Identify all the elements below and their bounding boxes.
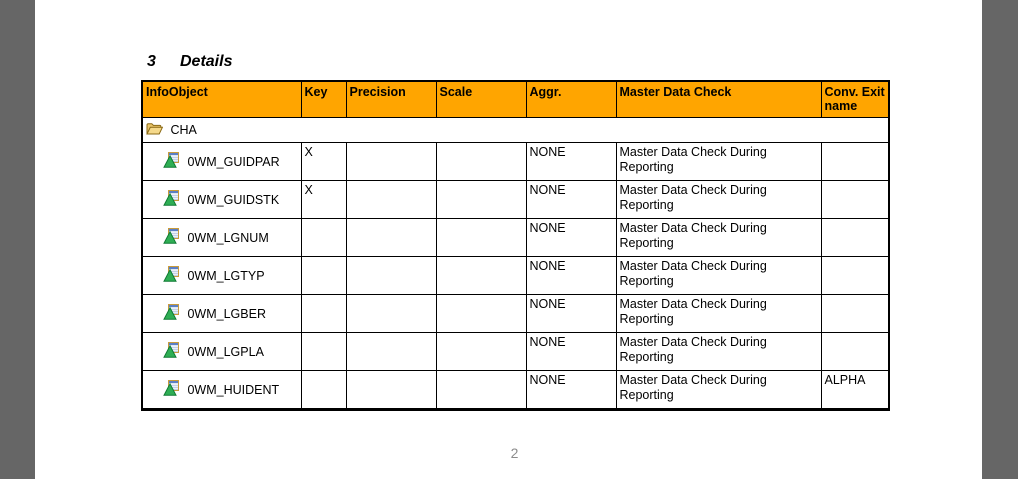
cell-master-data-check: Master Data Check During Reporting [616, 333, 821, 371]
group-label: CHA [170, 123, 197, 137]
cell-aggr: NONE [526, 257, 616, 295]
cell-conv-exit-name [821, 181, 889, 219]
table-row [142, 333, 889, 371]
characteristic-icon [163, 342, 179, 362]
cell-key [301, 219, 346, 257]
cell-scale [436, 257, 526, 295]
cell-aggr: NONE [526, 333, 616, 371]
section-heading [147, 53, 232, 71]
cell-key [301, 371, 346, 410]
table-row [142, 181, 889, 219]
table-row [142, 143, 889, 181]
cell-precision [346, 143, 436, 181]
cell-precision [346, 257, 436, 295]
infoobject-name: 0WM_LGTYP [187, 268, 265, 283]
cell-aggr: NONE [526, 371, 616, 410]
infoobject-name: 0WM_HUIDENT [187, 382, 280, 397]
cell-conv-exit-name [821, 219, 889, 257]
section-number: 3 [147, 53, 156, 70]
column-header-precision: Precision [346, 81, 436, 118]
cell-scale [436, 295, 526, 333]
section-title-text: Details [180, 53, 233, 70]
infoobject-name: 0WM_GUIDPAR [187, 154, 280, 169]
cell-key: X [301, 181, 346, 219]
characteristic-icon [163, 152, 179, 172]
cell-precision [346, 371, 436, 410]
infoobject-name: 0WM_LGNUM [187, 230, 269, 245]
column-header-conv-exit-name: Conv. Exit name [821, 81, 889, 118]
cell-conv-exit-name: ALPHA [821, 371, 889, 410]
column-header-scale: Scale [436, 81, 526, 118]
table-header-row [142, 81, 889, 118]
table-row [142, 295, 889, 333]
cell-master-data-check: Master Data Check During Reporting [616, 219, 821, 257]
cell-precision [346, 295, 436, 333]
characteristic-icon [163, 228, 179, 248]
column-header-infoobject: InfoObject [142, 81, 301, 118]
infoobject-name: 0WM_LGPLA [187, 344, 264, 359]
characteristic-icon [163, 266, 179, 286]
table-row [142, 219, 889, 257]
cell-scale [436, 219, 526, 257]
details-table [141, 80, 890, 411]
cell-aggr: NONE [526, 143, 616, 181]
cell-key [301, 295, 346, 333]
cell-aggr: NONE [526, 181, 616, 219]
cell-conv-exit-name [821, 143, 889, 181]
characteristic-icon [163, 304, 179, 324]
cell-aggr: NONE [526, 295, 616, 333]
table-row [142, 257, 889, 295]
table-row [142, 371, 889, 410]
group-row [142, 118, 889, 143]
cell-master-data-check: Master Data Check During Reporting [616, 295, 821, 333]
cell-scale [436, 181, 526, 219]
open-folder-icon [146, 122, 163, 138]
cell-key [301, 333, 346, 371]
page-number: 2 [510, 445, 519, 461]
cell-master-data-check: Master Data Check During Reporting [616, 143, 821, 181]
cell-conv-exit-name [821, 333, 889, 371]
cell-scale [436, 333, 526, 371]
characteristic-icon [163, 380, 179, 400]
cell-conv-exit-name [821, 257, 889, 295]
characteristic-icon [163, 190, 179, 210]
infoobject-name: 0WM_GUIDSTK [187, 192, 280, 207]
cell-precision [346, 219, 436, 257]
cell-precision [346, 333, 436, 371]
cell-scale [436, 371, 526, 410]
cell-aggr: NONE [526, 219, 616, 257]
cell-scale [436, 143, 526, 181]
cell-key [301, 257, 346, 295]
column-header-key: Key [301, 81, 346, 118]
infoobject-name: 0WM_LGBER [187, 306, 266, 321]
cell-key: X [301, 143, 346, 181]
cell-master-data-check: Master Data Check During Reporting [616, 371, 821, 410]
cell-master-data-check: Master Data Check During Reporting [616, 181, 821, 219]
cell-master-data-check: Master Data Check During Reporting [616, 257, 821, 295]
column-header-aggr: Aggr. [526, 81, 616, 118]
column-header-master-data-check: Master Data Check [616, 81, 821, 118]
cell-conv-exit-name [821, 295, 889, 333]
cell-precision [346, 181, 436, 219]
